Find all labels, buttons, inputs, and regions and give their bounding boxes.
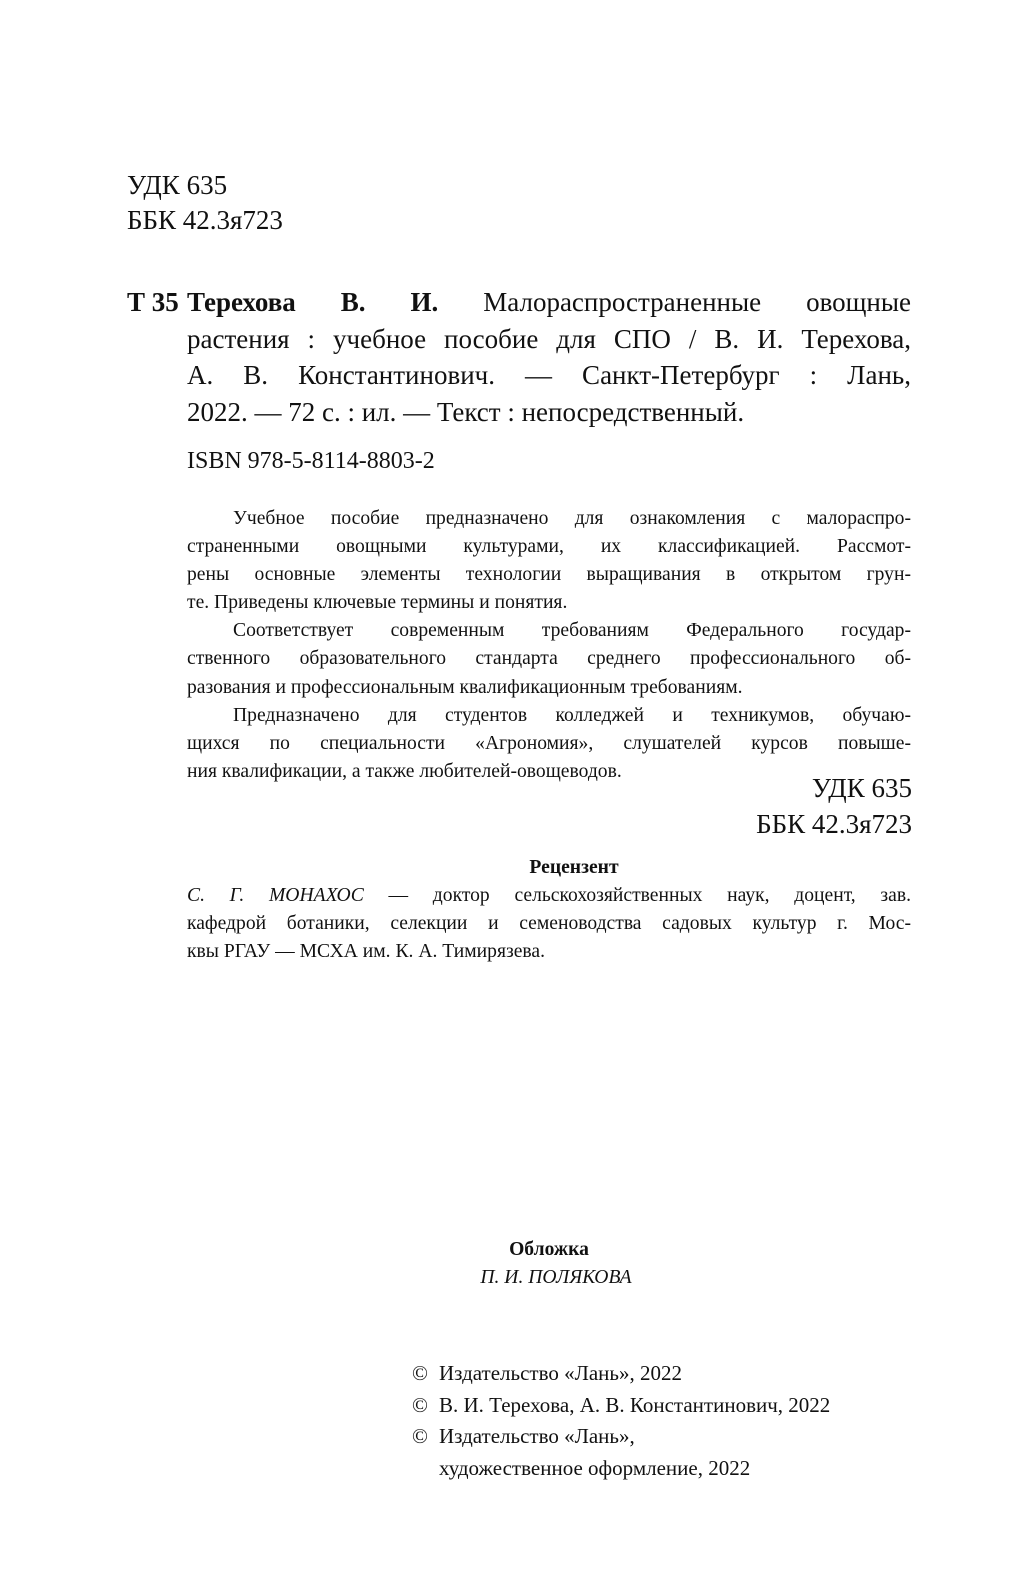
reviewer-credentials: — доктор сельскохозяйственных наук, доцент, зав.	[363, 885, 911, 906]
classification-codes-bottom	[756, 770, 912, 842]
reviewer-section	[187, 854, 911, 966]
abstract-line: Учебное пособие предназначено для ознакомления с малораспро-	[233, 508, 911, 529]
reviewer-heading: Рецензент	[529, 857, 619, 878]
reviewer-name: С. Г. МОНАХОС	[187, 885, 364, 906]
copyright-icon: ©	[412, 1392, 428, 1417]
copyright-icon: ©	[412, 1424, 428, 1448]
udk-code: УДК 635	[127, 170, 228, 200]
abstract-line: Предназначено для студентов колледжей и техникумов, обучаю-	[233, 704, 911, 726]
cover-artist: П. И. ПОЛЯКОВА	[480, 1267, 632, 1288]
author-name: Терехова В. И.	[187, 287, 439, 317]
cover-heading: Обложка	[509, 1239, 589, 1260]
copyright-section	[412, 1358, 830, 1484]
abstract-line: щихся по специальности «Агрономия», слушателей курсов повыше-	[187, 732, 911, 754]
reviewer-line-3: квы РГАУ — МСХА им. К. А. Тимирязева.	[187, 941, 545, 962]
library-author-mark: Т 35	[127, 287, 179, 317]
biblio-line-2: растения : учебное пособие для СПО / В. И. Терехова,	[187, 323, 911, 354]
biblio-line-3: А. В. Константинович. — Санкт-Петербург : Лань,	[187, 360, 911, 391]
reviewer-line-2: кафедрой ботаники, селекции и семеноводства садовых культур г. Мос-	[187, 913, 911, 934]
bbk-code-repeat: ББК 42.3я723	[756, 809, 912, 839]
biblio-line-1	[187, 284, 911, 321]
abstract-line: рены основные элементы технологии выращивания в открытом грун-	[187, 564, 911, 586]
abstract-line: ственного образовательного стандарта среднего профессионального об-	[187, 648, 911, 670]
copyright-line	[412, 1358, 830, 1390]
copyright-line	[412, 1421, 830, 1453]
copyright-holder: Издательство «Лань», 2022	[439, 1361, 682, 1385]
abstract-line: разования и профессиональным квалификационным требованиям.	[187, 676, 743, 698]
biblio-title-start: Малораспространенные овощные	[483, 287, 911, 317]
classification-codes-top	[127, 168, 283, 238]
copyright-holder: Издательство «Лань»,	[439, 1424, 635, 1448]
abstract-line: Соответствует современным требованиям Федерального государ-	[233, 620, 911, 642]
reviewer-line-1	[187, 882, 911, 910]
abstract-text	[187, 505, 911, 786]
abstract-line: ния квалификации, а также любителей-овощеводов.	[187, 760, 622, 782]
cover-credit-section	[187, 1236, 911, 1292]
copyright-line-continuation: художественное оформление, 2022	[439, 1455, 751, 1480]
biblio-line-4: 2022. — 72 с. : ил. — Текст : непосредственный.	[187, 397, 745, 428]
copyright-line	[412, 1390, 830, 1422]
bbk-code: ББК 42.3я723	[127, 205, 283, 235]
bibliographic-record	[187, 284, 911, 431]
abstract-line: те. Приведены ключевые термины и понятия.	[187, 592, 568, 614]
copyright-holder: В. И. Терехова, А. В. Константинович, 2022	[439, 1392, 831, 1417]
isbn-number: ISBN 978-5-8114-8803-2	[187, 448, 435, 474]
copyright-icon: ©	[412, 1361, 428, 1385]
udk-code-repeat: УДК 635	[811, 773, 912, 803]
abstract-line: страненными овощными культурами, их классификацией. Рассмот-	[187, 536, 911, 558]
